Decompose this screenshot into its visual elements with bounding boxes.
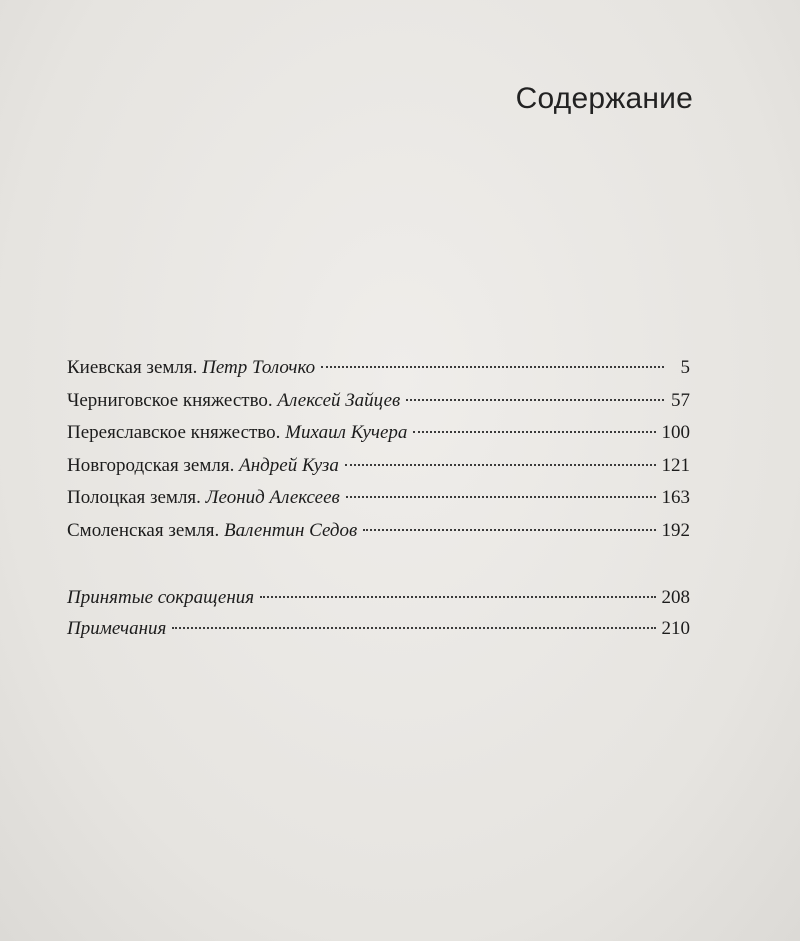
toc-entry: [67, 385, 690, 418]
entry-title: Принятые сокращения: [67, 587, 255, 608]
dot-leader: [363, 529, 655, 531]
toc-entry: [67, 583, 690, 614]
entry-author: Петр Толочко: [202, 357, 316, 378]
entry-page-number: 121: [661, 454, 690, 476]
entry-author: Валентин Седов: [224, 519, 358, 541]
entry-page-number: 208: [661, 587, 690, 608]
entry-author: Михаил Кучера: [285, 422, 408, 443]
entry-page-number: 57: [671, 389, 690, 411]
toc-entry: [67, 482, 690, 515]
entry-title: Киевская земля.: [67, 357, 198, 378]
toc-entry: [67, 515, 690, 548]
dot-leader: [346, 496, 656, 498]
toc-entry: [67, 614, 690, 645]
entry-page-number: 5: [680, 357, 690, 378]
entry-author: Леонид Алексеев: [205, 487, 340, 508]
entry-title: Новгородская земля.: [67, 454, 235, 476]
dot-leader: [172, 627, 655, 629]
dot-leader: [321, 366, 664, 368]
entry-author: Алексей Зайцев: [277, 389, 401, 411]
page-title: Содержание: [515, 82, 693, 115]
toc-appendix-list: [67, 583, 690, 644]
entry-page-number: 192: [661, 519, 690, 541]
toc-list: [67, 352, 690, 547]
entry-title: Переяславское княжество.: [67, 422, 281, 443]
entry-page-number: 100: [661, 422, 690, 443]
entry-page-number: 163: [661, 487, 690, 508]
entry-title: Полоцкая земля.: [67, 487, 201, 508]
dot-leader: [413, 431, 655, 433]
toc-entry: [67, 417, 690, 450]
entry-title: Черниговское княжество.: [67, 389, 273, 411]
entry-title: Примечания: [67, 617, 167, 639]
dot-leader: [345, 464, 656, 466]
dot-leader: [260, 596, 655, 598]
entry-page-number: 210: [661, 617, 690, 639]
toc-entry: [67, 352, 690, 385]
entry-title: Смоленская земля.: [67, 519, 220, 541]
dot-leader: [406, 399, 664, 401]
entry-author: Андрей Куза: [239, 454, 339, 476]
toc-entry: [67, 450, 690, 483]
